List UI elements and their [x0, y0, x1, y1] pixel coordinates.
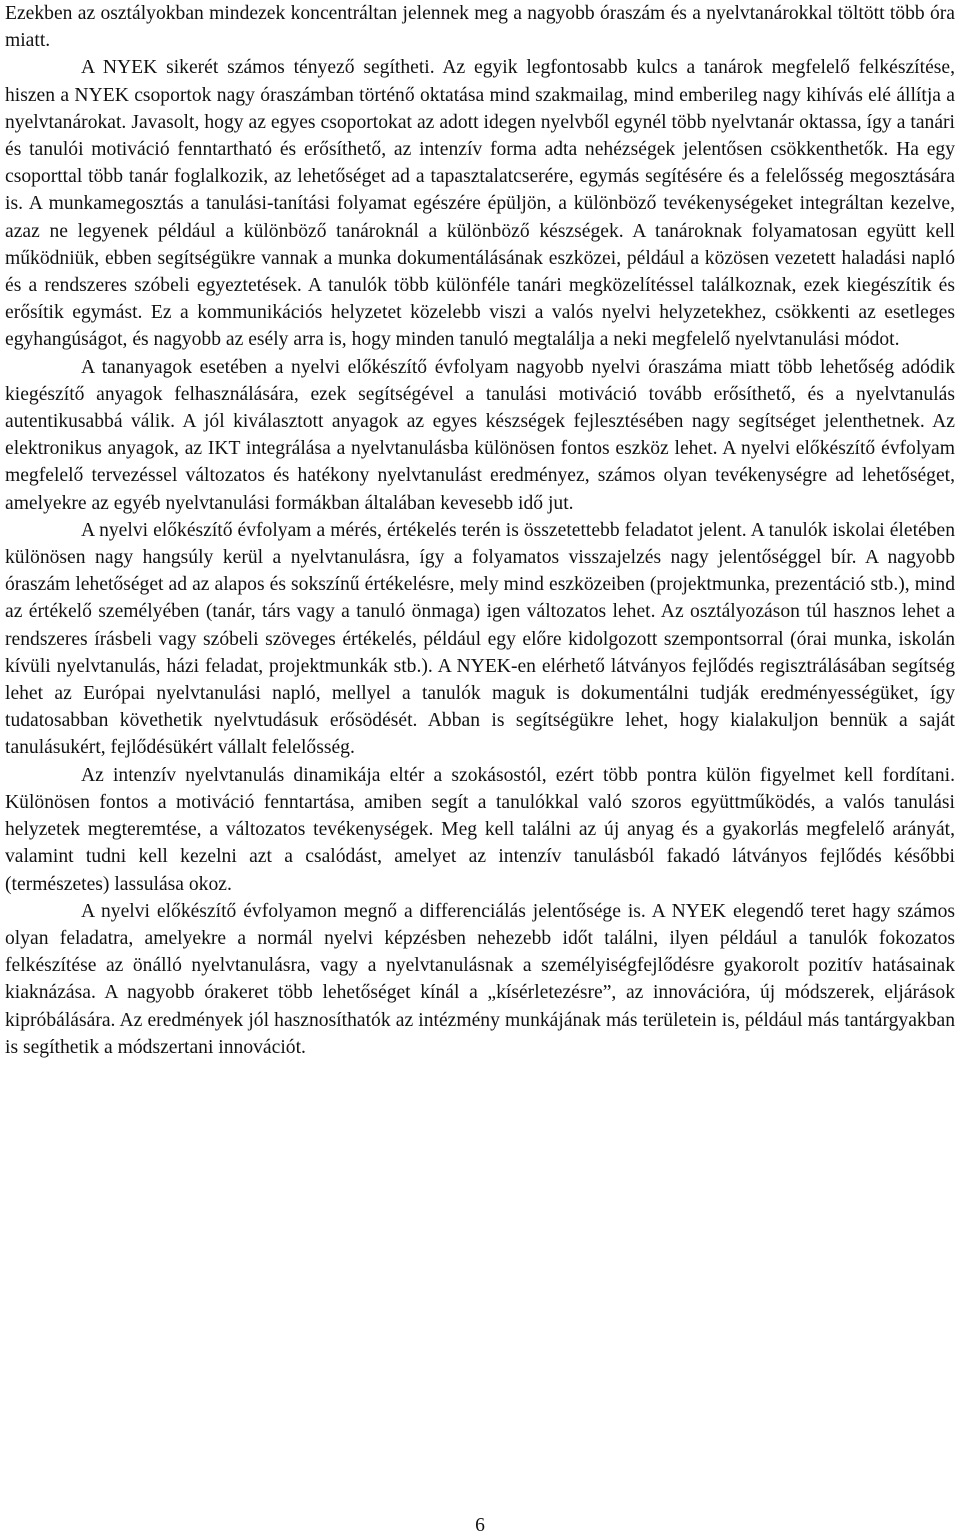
paragraph-3: A tananyagok esetében a nyelvi előkészítő évfolyam nagyobb nyelvi óraszáma miatt több lehetőség adódik kiegészítő anyagok felhasználására, ezek segítségével a tanulási motiváció tovább erősíthető, és a nyelvtanulás autentikusabbá válik. A jól kiválasztott anyagok az egyes készségek fejlesztésében nagy segítséget jelenthetnek. Az elektronikus anyagok, az IKT integrálása a nyelvtanulásba különösen fontos eszköz lehet. A nyelvi előkészítő évfolyam megfelelő tervezéssel változatos és hatékony nyelvtanulást eredményez, számos olyan tevékenységre ad lehetőséget, amelyekre az egyéb nyelvtanulási formákban általában kevesebb idő jut.: [5, 356, 955, 514]
paragraph-4: A nyelvi előkészítő évfolyam a mérés, értékelés terén is összetettebb feladatot jelent. A tanulók iskolai életében különösen nagy hangsúly kerül a nyelvtanulásra, így a folyamatos visszajelzés nagy jelentőséggel bír. A nagyobb óraszám lehetőséget ad az alapos és sokszínű értékelésre, mely mind eszközeiben (projektmunka, prezentáció stb.), mind az értékelő személyében (tanár, társ vagy a tanuló önmaga) igen változatos lehet. Az osztályozáson túl hasznos lehet a rendszeres írásbeli vagy szóbeli szöveges értékelés, például egy előre kidolgozott szempontsorral (órai munka, iskolán kívüli nyelvtanulás, házi feladat, projektmunkák stb.). A NYEK-en elérhető látványos fejlődés regisztrálásában segítség lehet az Európai nyelvtanulási napló, mellyel a tanulók maguk is dokumentálni tudják eredményességüket, így tudatosabban követhetik nyelvtudásuk erősödését. Abban is segítségükre lehet, hogy kialakuljon bennük a saját tanulásukért, fejlődésükért vállalt felelősség.: [5, 519, 955, 759]
paragraph-6: A nyelvi előkészítő évfolyamon megnő a differenciálás jelentősége is. A NYEK elegendő teret hagy számos olyan feladatra, amelyekre a normál nyelvi képzésben nehezebb időt találni, ilyen például a tanulók fokozatos felkészítése az önálló nyelvtanulásra, vagy a nyelvtanulásnak a személyiségfejlődésre gyakorolt pozitív hatásainak kiaknázása. A nagyobb órakeret több lehetőséget kínál a „kísérletezésre”, az innovációra, új módszerek, eljárások kipróbálására. Az eredmények jól hasznosíthatók az intézmény munkájának más területein is, például más tantárgyakban is segíthetik a módszertani innovációt.: [5, 900, 955, 1058]
document-page: [5, 0, 955, 1061]
page-number: 6: [475, 1515, 485, 1536]
paragraph-1: Ezekben az osztályokban mindezek koncentráltan jelennek meg a nagyobb óraszám és a nyelvtanárokkal töltött több óra miatt.: [5, 3, 955, 52]
paragraph-5: Az intenzív nyelvtanulás dinamikája eltér a szokásostól, ezért több pontra külön figyelmet kell fordítani. Különösen fontos a motiváció fenntartása, amiben segít a tanulókkal való szoros együttműködés, a valós tanulási helyzetek megteremtése, a változatos tevékenységek. Meg kell találni az új anyag és a gyakorlás megfelelő arányát, valamint tudni kell kezelni azt a csalódást, amelyet az intenzív tanulásból fakadó látványos fejlődés későbbi (természetes) lassulása okoz.: [5, 764, 955, 895]
paragraph-2: A NYEK sikerét számos tényező segítheti. Az egyik legfontosabb kulcs a tanárok megfelelő felkészítése, hiszen a NYEK csoportok nagy óraszámban történő oktatása mind szakmailag, mind emberileg nagy kihívás elé állítja a nyelvtanárokat. Javasolt, hogy az egyes csoportokat az adott idegen nyelvből egynél több nyelvtanár oktassa, így a tanári és tanulói motiváció fenntartható és erősíthető, az intenzív forma adta nehézségek jelentősen csökkenthetők. Ha egy csoporttal több tanár foglalkozik, az lehetőséget ad a tapasztalatcserére, egymás segítésére és a felelősség megosztására is. A munkamegosztás a tanulási-tanítási folyamat egészére épüljön, a különböző tevékenységeket integráltan kezelve, azaz ne legyenek például a különböző tanároknál a különböző készségek. A tanároknak folyamatosan együtt kell működniük, ebben segítségükre vannak a munka dokumentálásának eszközei, például a közösen vezetett haladási napló és a rendszeres szóbeli egyeztetések. A tanulók több különféle tanári megközelítéssel találkoznak, ezek kiegészítik és erősítik egymást. Ez a kommunikációs helyzetet közelebb viszi a valós nyelvi helyzetekhez, csökkenti az esetleges egyhangúságot, és nagyobb az esély arra is, hogy minden tanuló megtalálja a neki megfelelő nyelvtanulási módot.: [5, 57, 955, 351]
